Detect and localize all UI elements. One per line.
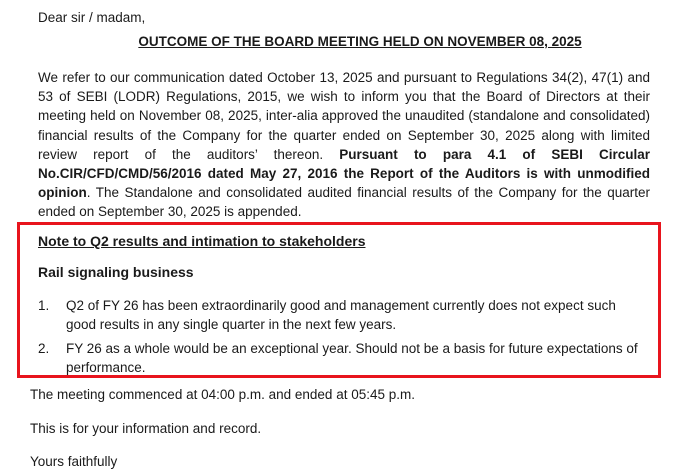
- info-record: This is for your information and record.: [30, 421, 262, 436]
- list-item-number: 2.: [38, 341, 50, 356]
- list-item-text: Q2 of FY 26 has been extraordinarily good and management currently does not expect such good results in any single quarter in the next few years.: [66, 298, 616, 332]
- body-text-auditor-opinion: Pursuant to para 4.1 of SEBI Circular No.CIR/CFD/CMD/56/2016 dated May 27, 2016 the Report of the Auditors is with unmodified opinion: [38, 146, 650, 201]
- business-title: Rail signaling business: [38, 264, 194, 280]
- list-item-number: 1.: [38, 298, 50, 313]
- note-list: [38, 296, 648, 382]
- body-text-intro: We refer to our communication dated October 13, 2025 and pursuant to Regulations 34(2), 47(1) and 53 of SEBI (LODR) Regulations, 2015, we wish to inform you that the Board of Directors at their meeting held on November 08, 2025, inter-alia approved the unaudited (standalone and consolidated) financial results of the Company for the quarter ended on September 30, 2025 along with limited review report of the auditors’ thereon.: [38, 70, 650, 162]
- list-item-text: FY 26 as a whole would be an exceptional year. Should not be a basis for future expectations of performance.: [66, 341, 638, 375]
- list-item: [38, 339, 648, 377]
- list-item: [38, 296, 648, 334]
- note-title: Note to Q2 results and intimation to stakeholders: [38, 233, 366, 249]
- meeting-time: The meeting commenced at 04:00 p.m. and ended at 05:45 p.m.: [30, 387, 415, 402]
- greeting: Dear sir / madam,: [38, 10, 146, 25]
- body-paragraph: [38, 68, 650, 222]
- subject-heading: OUTCOME OF THE BOARD MEETING HELD ON NOVEMBER 08, 2025: [138, 34, 582, 49]
- sign-off: Yours faithfully: [30, 454, 118, 469]
- body-text-appended: . The Standalone and consolidated audited financial results of the Company for the quarter ended on September 30, 2025 is appended.: [38, 185, 650, 220]
